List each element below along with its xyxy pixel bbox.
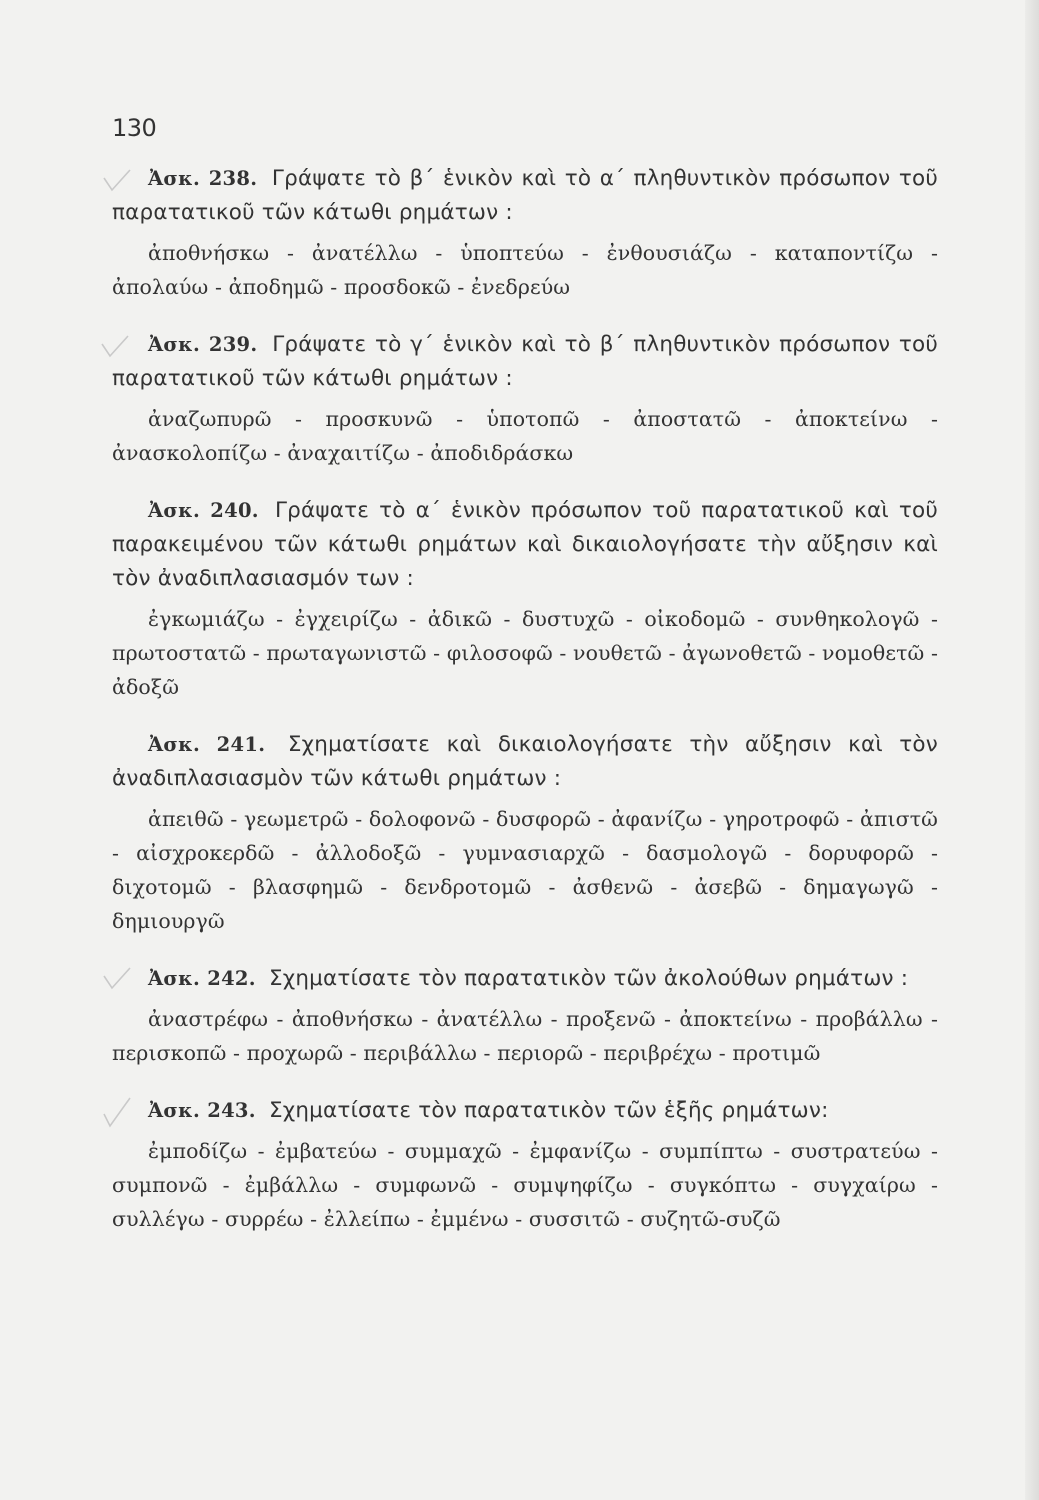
exercise-instruction — [112, 162, 938, 230]
exercise-instruction-text: Σχηματίσατε τὸν παρατατικὸν τῶν ἀκολούθων ρημάτων : — [268, 966, 909, 991]
exercise-239 — [112, 328, 938, 470]
exercise-242 — [112, 962, 938, 1070]
exercise-label: Ἀσκ. 239. — [148, 333, 258, 356]
exercise-243 — [112, 1094, 938, 1236]
page-edge — [1025, 0, 1039, 1500]
exercise-label: Ἀσκ. 243. — [148, 1099, 256, 1122]
exercise-label: Ἀσκ. 241. — [148, 733, 266, 756]
exercise-label: Ἀσκ. 242. — [148, 967, 256, 990]
exercise-word-list: ἀναζωπυρῶ - προσκυνῶ - ὑποτοπῶ - ἀποστατῶ - ἀποκτείνω - ἀνασκολοπίζω - ἀναχαιτίζω - ἀποδιδράσκω — [112, 407, 938, 465]
check-mark-icon — [100, 334, 134, 362]
exercise-word-list: ἀποθνήσκω - ἀνατέλλω - ὑποπτεύω - ἐνθουσιάζω - καταποντίζω - ἀπολαύω - ἀποδημῶ - προσδοκῶ - ἐνεδρεύω — [112, 241, 938, 299]
check-mark-icon — [102, 1096, 136, 1124]
exercise-instruction-text: Σχηματίσατε τὸν παρατατικὸν τῶν ἑξῆς ρημάτων: — [268, 1098, 829, 1123]
exercise-instruction-text: Γράψατε τὸ γ΄ ἑνικὸν καὶ τὸ β΄ πληθυντικὸν πρόσωπον τοῦ παρατατικοῦ τῶν κάτωθι ρημάτων : — [112, 332, 938, 391]
exercise-instruction — [112, 962, 938, 996]
check-mark-icon — [102, 966, 136, 994]
page-content — [112, 162, 938, 1256]
exercise-instruction — [112, 1094, 938, 1128]
exercise-word-list: ἀπειθῶ - γεωμετρῶ - δολοφονῶ - δυσφορῶ - ἀφανίζω - γηροτροφῶ - ἀπιστῶ - αἰσχροκερδῶ - ἀλλοδοξῶ - γυμνασιαρχῶ - δασμολογῶ - δορυφορῶ - διχοτομῶ - βλασφημῶ - δενδροτομῶ - ἀσθενῶ - ἀσεβῶ - δημαγωγῶ - δημιουργῶ — [112, 807, 938, 933]
page-number: 130 — [112, 114, 157, 142]
exercise-label: Ἀσκ. 240. — [148, 499, 259, 522]
exercise-word-list: ἐμποδίζω - ἐμβατεύω - συμμαχῶ - ἐμφανίζω - συμπίπτω - συστρατεύω - συμπονῶ - ἐμβάλλω - συμφωνῶ - συμψηφίζω - συγκόπτω - συγχαίρω - συλλέγω - συρρέω - ἐλλείπω - ἐμμένω - συσσιτῶ - συζητῶ-συζῶ — [112, 1139, 938, 1231]
exercise-instruction — [112, 328, 938, 396]
exercise-240 — [112, 494, 938, 704]
exercise-241 — [112, 728, 938, 938]
exercise-instruction-text: Γράψατε τὸ α΄ ἑνικὸν πρόσωπον τοῦ παρατατικοῦ καὶ τοῦ παρακειμένου τῶν κάτωθι ρημάτων καὶ δικαιολογήσατε τὴν αὔξησιν καὶ τὸν ἀναδιπλασιασμόν των : — [112, 498, 938, 591]
exercise-label: Ἀσκ. 238. — [148, 167, 258, 190]
exercise-instruction-text: Σχηματίσατε καὶ δικαιολογήσατε τὴν αὔξησιν καὶ τὸν ἀναδιπλασιασμὸν τῶν κάτωθι ρημάτων : — [112, 732, 938, 791]
exercise-word-list: ἀναστρέφω - ἀποθνήσκω - ἀνατέλλω - προξενῶ - ἀποκτείνω - προβάλλω - περισκοπῶ - προχωρῶ - περιβάλλω - περιορῶ - περιβρέχω - προτιμῶ — [112, 1007, 938, 1065]
exercise-word-list: ἐγκωμιάζω - ἐγχειρίζω - ἀδικῶ - δυστυχῶ - οἰκοδομῶ - συνθηκολογῶ - πρωτοστατῶ - πρωταγωνιστῶ - φιλοσοφῶ - νουθετῶ - ἀγωνοθετῶ - νομοθετῶ - ἀδοξῶ — [112, 607, 938, 699]
exercise-238 — [112, 162, 938, 304]
exercise-instruction — [112, 494, 938, 596]
exercise-instruction — [112, 728, 938, 796]
check-mark-icon — [102, 168, 136, 196]
exercise-instruction-text: Γράψατε τὸ β΄ ἑνικὸν καὶ τὸ α΄ πληθυντικὸν πρόσωπον τοῦ παρατατικοῦ τῶν κάτωθι ρημάτων : — [112, 166, 938, 225]
